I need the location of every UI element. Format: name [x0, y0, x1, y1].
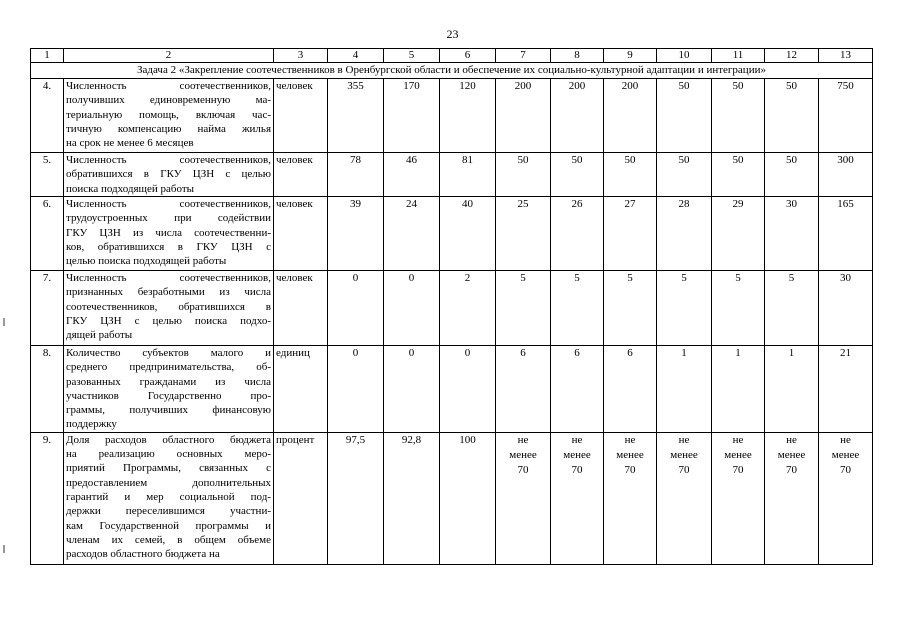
unit-of-measure: процент [274, 432, 328, 564]
value-cell: 6 [604, 346, 657, 433]
value-cell: 97,5 [328, 432, 384, 564]
value-cell: 5 [496, 271, 551, 346]
value-cell: не менее 70 [657, 432, 712, 564]
page-number: 23 [446, 27, 459, 41]
margin-mark [3, 318, 5, 326]
value-cell: 50 [551, 153, 604, 197]
column-number-cell: 11 [712, 49, 765, 63]
value-cell: 50 [657, 153, 712, 197]
value-cell: 1 [657, 346, 712, 433]
column-number-cell: 8 [551, 49, 604, 63]
description-line: ГКУ ЦЗН с целью поиска подхо- [66, 314, 271, 327]
column-number-cell: 9 [604, 49, 657, 63]
description-line: соотечественников, обратившихся в [66, 300, 271, 313]
value-cell: 5 [765, 271, 819, 346]
value-cell: 29 [712, 197, 765, 271]
value-cell: не менее 70 [765, 432, 819, 564]
description-line: участников Государственно про- [66, 389, 271, 402]
task-row [31, 63, 873, 79]
indicator-description [64, 346, 274, 433]
row-number: 8. [31, 346, 64, 433]
value-cell: 165 [819, 197, 873, 271]
value-cell: 200 [551, 79, 604, 153]
column-number-cell: 4 [328, 49, 384, 63]
value-cell: 6 [551, 346, 604, 433]
description-line: разованных гражданами из числа [66, 375, 271, 388]
value-cell: 0 [384, 346, 440, 433]
value-cell: 100 [440, 432, 496, 564]
table-row [31, 432, 873, 564]
value-cell: 50 [712, 79, 765, 153]
unit-of-measure: единиц [274, 346, 328, 433]
column-number-cell: 5 [384, 49, 440, 63]
value-cell: 40 [440, 197, 496, 271]
indicator-description [64, 432, 274, 564]
description-line: обратившихся в ГКУ ЦЗН с целью [66, 168, 271, 181]
value-cell: 50 [496, 153, 551, 197]
indicator-description [64, 79, 274, 153]
value-cell: 50 [712, 153, 765, 197]
value-cell: 50 [657, 79, 712, 153]
value-cell: 21 [819, 346, 873, 433]
description-line: целью поиска подходящей работы [66, 255, 227, 268]
value-cell: 50 [765, 153, 819, 197]
value-cell: 5 [604, 271, 657, 346]
value-cell: 28 [657, 197, 712, 271]
description-line: держки переселившимся участни- [66, 505, 271, 518]
column-number-cell: 1 [31, 49, 64, 63]
value-cell: 0 [440, 346, 496, 433]
column-number-cell: 7 [496, 49, 551, 63]
description-line: приятий Программы, связанных с [66, 462, 271, 475]
column-number-row [31, 49, 873, 63]
value-cell: 200 [496, 79, 551, 153]
column-number-cell: 2 [64, 49, 274, 63]
description-line: среднего предпринимательства, об- [66, 361, 271, 374]
value-cell: 2 [440, 271, 496, 346]
row-number: 6. [31, 197, 64, 271]
value-cell: 5 [551, 271, 604, 346]
value-cell: 6 [496, 346, 551, 433]
column-number-cell: 12 [765, 49, 819, 63]
description-line: предоставлением дополнительных [66, 476, 271, 489]
value-cell: не менее 70 [604, 432, 657, 564]
description-line: расходов областного бюджета на [66, 548, 220, 561]
column-number-cell: 10 [657, 49, 712, 63]
description-line: Численность соотечественников, [66, 154, 271, 166]
description-line: Численность соотечественников, [66, 198, 271, 210]
table-row [31, 153, 873, 197]
value-cell: 30 [765, 197, 819, 271]
indicators-table [30, 48, 873, 565]
value-cell: 5 [712, 271, 765, 346]
value-cell: 92,8 [384, 432, 440, 564]
description-line: ГКУ ЦЗН из числа соотечественни- [66, 226, 271, 239]
value-cell: 50 [604, 153, 657, 197]
table-row [31, 346, 873, 433]
table-row [31, 79, 873, 153]
value-cell: 39 [328, 197, 384, 271]
column-number-cell: 6 [440, 49, 496, 63]
description-line: на реализацию основных меро- [66, 448, 271, 461]
description-line: получивших единовременную ма- [66, 94, 271, 107]
value-cell: 50 [765, 79, 819, 153]
value-cell: не менее 70 [712, 432, 765, 564]
margin-mark [3, 545, 5, 553]
description-line: поиска подходящей работы [66, 182, 195, 195]
description-line: тичную компенсацию найма жилья [66, 122, 271, 135]
description-line: на срок не менее 6 месяцев [66, 137, 194, 150]
description-line: ков, обратившихся в ГКУ ЦЗН с [66, 240, 271, 253]
value-cell: 120 [440, 79, 496, 153]
value-cell: 750 [819, 79, 873, 153]
value-cell: 170 [384, 79, 440, 153]
value-cell: 24 [384, 197, 440, 271]
description-line: териальную помощь, включая час- [66, 108, 271, 121]
description-line: признанных безработными из числа [66, 286, 271, 299]
value-cell: 81 [440, 153, 496, 197]
description-line: Численность соотечественников, [66, 80, 271, 92]
value-cell: 200 [604, 79, 657, 153]
description-line: Численность соотечественников, [66, 272, 271, 284]
row-number: 7. [31, 271, 64, 346]
value-cell: 0 [328, 346, 384, 433]
value-cell: 25 [496, 197, 551, 271]
description-line: поддержку [66, 418, 117, 431]
value-cell: 78 [328, 153, 384, 197]
description-line: членам их семей, в общем объеме [66, 533, 271, 546]
row-number: 5. [31, 153, 64, 197]
table-row [31, 271, 873, 346]
row-number: 9. [31, 432, 64, 564]
unit-of-measure: человек [274, 79, 328, 153]
value-cell: 355 [328, 79, 384, 153]
value-cell: не менее 70 [496, 432, 551, 564]
task-title: Задача 2 «Закрепление соотечественников в Оренбургской области и обеспечение их социально-культурной адаптации и интеграции» [31, 63, 873, 79]
value-cell: 26 [551, 197, 604, 271]
indicator-description [64, 197, 274, 271]
value-cell: 46 [384, 153, 440, 197]
description-line: граммы, получивших финансовую [66, 404, 271, 417]
value-cell: не менее 70 [551, 432, 604, 564]
description-line: гарантий и мер социальной под- [66, 490, 271, 503]
description-line: кам Государственной программы и [66, 519, 271, 532]
value-cell: 1 [765, 346, 819, 433]
value-cell: не менее 70 [819, 432, 873, 564]
indicator-description [64, 153, 274, 197]
value-cell: 30 [819, 271, 873, 346]
description-line: Количество субъектов малого и [66, 347, 271, 359]
value-cell: 27 [604, 197, 657, 271]
column-number-cell: 3 [274, 49, 328, 63]
description-line: Доля расходов областного бюджета [66, 433, 271, 446]
unit-of-measure: человек [274, 153, 328, 197]
table-row [31, 197, 873, 271]
unit-of-measure: человек [274, 197, 328, 271]
description-line: дящей работы [66, 329, 133, 342]
value-cell: 0 [328, 271, 384, 346]
value-cell: 1 [712, 346, 765, 433]
description-line: трудоустроенных при содействии [66, 212, 271, 225]
value-cell: 300 [819, 153, 873, 197]
unit-of-measure: человек [274, 271, 328, 346]
row-number: 4. [31, 79, 64, 153]
indicator-description [64, 271, 274, 346]
value-cell: 0 [384, 271, 440, 346]
column-number-cell: 13 [819, 49, 873, 63]
value-cell: 5 [657, 271, 712, 346]
